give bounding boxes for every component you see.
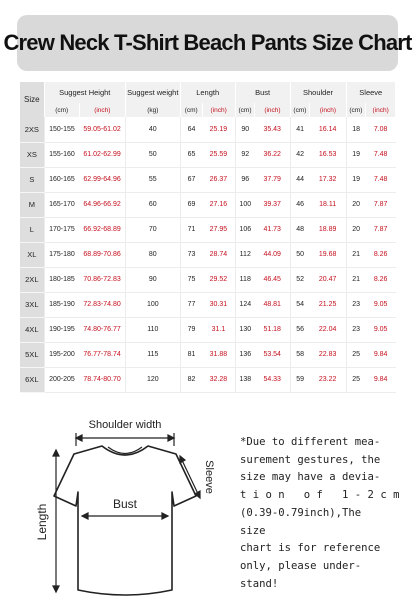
bust-cm-cell: 106 (235, 217, 255, 242)
unit-shoulder-cm: (cm) (290, 103, 310, 117)
bust-inch-cell: 54.33 (255, 367, 290, 392)
size-cell: 2XL (20, 267, 44, 292)
length-cm-cell: 71 (180, 217, 202, 242)
size-cell: 4XL (20, 317, 44, 342)
length-inch-cell: 29.52 (202, 267, 235, 292)
sleeve-inch-cell: 7.87 (366, 192, 396, 217)
sleeve-inch-cell: 9.05 (366, 317, 396, 342)
length-inch-cell: 27.16 (202, 192, 235, 217)
table-row (20, 317, 396, 342)
bust-inch-cell: 41.73 (255, 217, 290, 242)
weight-cell: 40 (125, 117, 180, 142)
length-inch-cell: 25.19 (202, 117, 235, 142)
shoulder-inch-cell: 18.11 (310, 192, 346, 217)
height-inch-cell: 61.02-62.99 (79, 142, 125, 167)
length-cm-cell: 75 (180, 267, 202, 292)
shoulder-inch-cell: 21.25 (310, 292, 346, 317)
height-cm-cell: 155-160 (44, 142, 79, 167)
table-body (20, 117, 396, 392)
height-cm-cell: 185-190 (44, 292, 79, 317)
tshirt-diagram (36, 414, 226, 600)
length-cm-cell: 69 (180, 192, 202, 217)
shoulder-cm-cell: 42 (290, 142, 310, 167)
shoulder-width-arrow (76, 433, 174, 446)
sleeve-cm-cell: 23 (346, 317, 366, 342)
sleeve-inch-cell: 7.87 (366, 217, 396, 242)
bust-inch-cell: 53.54 (255, 342, 290, 367)
shoulder-width-label: Shoulder width (88, 419, 162, 431)
length-cm-cell: 64 (180, 117, 202, 142)
weight-cell: 60 (125, 192, 180, 217)
size-cell: XS (20, 142, 44, 167)
shoulder-inch-cell: 18.89 (310, 217, 346, 242)
shoulder-inch-cell: 23.22 (310, 367, 346, 392)
header-size: Size (20, 82, 44, 117)
length-cm-cell: 81 (180, 342, 202, 367)
length-inch-cell: 31.1 (202, 317, 235, 342)
bust-cm-cell: 118 (235, 267, 255, 292)
table-row (20, 142, 396, 167)
shoulder-cm-cell: 44 (290, 167, 310, 192)
shoulder-cm-cell: 59 (290, 367, 310, 392)
length-inch-cell: 25.59 (202, 142, 235, 167)
weight-cell: 110 (125, 317, 180, 342)
height-inch-cell: 62.99-64.96 (79, 167, 125, 192)
weight-cell: 90 (125, 267, 180, 292)
shoulder-cm-cell: 46 (290, 192, 310, 217)
sleeve-inch-cell: 7.48 (366, 167, 396, 192)
header-shoulder: Shoulder (290, 82, 346, 103)
sleeve-inch-cell: 9.05 (366, 292, 396, 317)
weight-cell: 100 (125, 292, 180, 317)
table-row (20, 242, 396, 267)
table-row (20, 167, 396, 192)
height-inch-cell: 76.77-78.74 (79, 342, 125, 367)
sleeve-inch-cell: 7.08 (366, 117, 396, 142)
length-cm-cell: 65 (180, 142, 202, 167)
shoulder-inch-cell: 19.68 (310, 242, 346, 267)
note-line: t i o n o f 1 - 2 c m (240, 489, 400, 502)
bust-cm-cell: 90 (235, 117, 255, 142)
table-unit-row (20, 103, 396, 117)
length-cm-cell: 77 (180, 292, 202, 317)
unit-length-cm: (cm) (180, 103, 202, 117)
bust-inch-cell: 36.22 (255, 142, 290, 167)
sleeve-inch-cell: 9.84 (366, 367, 396, 392)
bust-cm-cell: 96 (235, 167, 255, 192)
table-header-row (20, 82, 396, 103)
sleeve-cm-cell: 25 (346, 342, 366, 367)
sleeve-label: Sleeve (203, 460, 215, 494)
unit-weight-kg: (kg) (125, 103, 180, 117)
length-inch-cell: 32.28 (202, 367, 235, 392)
sleeve-cm-cell: 18 (346, 117, 366, 142)
height-inch-cell: 59.05-61.02 (79, 117, 125, 142)
note-line: *Due to different mea- (240, 436, 381, 448)
title-banner (3, 15, 412, 71)
sleeve-inch-cell: 8.26 (366, 267, 396, 292)
shoulder-inch-cell: 22.04 (310, 317, 346, 342)
weight-cell: 120 (125, 367, 180, 392)
shoulder-cm-cell: 54 (290, 292, 310, 317)
length-arrow (53, 450, 59, 592)
length-cm-cell: 82 (180, 367, 202, 392)
bust-cm-cell: 138 (235, 367, 255, 392)
bust-label: Bust (112, 497, 138, 511)
sleeve-cm-cell: 20 (346, 217, 366, 242)
unit-bust-inch: (inch) (255, 103, 290, 117)
page-title: Crew Neck T-Shirt Beach Pants Size Chart (3, 30, 412, 55)
shoulder-cm-cell: 41 (290, 117, 310, 142)
sleeve-cm-cell: 25 (346, 367, 366, 392)
length-cm-cell: 73 (180, 242, 202, 267)
height-inch-cell: 64.96-66.92 (79, 192, 125, 217)
height-inch-cell: 68.89-70.86 (79, 242, 125, 267)
unit-height-cm: (cm) (44, 103, 79, 117)
table-row (20, 117, 396, 142)
size-cell: 3XL (20, 292, 44, 317)
weight-cell: 55 (125, 167, 180, 192)
size-cell: XL (20, 242, 44, 267)
size-cell: M (20, 192, 44, 217)
size-table (20, 82, 396, 393)
weight-cell: 80 (125, 242, 180, 267)
bust-inch-cell: 37.79 (255, 167, 290, 192)
height-inch-cell: 66.92-68.89 (79, 217, 125, 242)
bust-cm-cell: 112 (235, 242, 255, 267)
height-cm-cell: 165-170 (44, 192, 79, 217)
header-height: Suggest Height (44, 82, 125, 103)
shoulder-cm-cell: 50 (290, 242, 310, 267)
height-cm-cell: 180-185 (44, 267, 79, 292)
sleeve-inch-cell: 9.84 (366, 342, 396, 367)
sleeve-cm-cell: 21 (346, 267, 366, 292)
height-cm-cell: 175-180 (44, 242, 79, 267)
table-row (20, 292, 396, 317)
header-weight: Suggest weight (125, 82, 180, 103)
length-inch-cell: 31.88 (202, 342, 235, 367)
bust-inch-cell: 35.43 (255, 117, 290, 142)
sleeve-cm-cell: 23 (346, 292, 366, 317)
height-inch-cell: 70.86-72.83 (79, 267, 125, 292)
shoulder-cm-cell: 48 (290, 217, 310, 242)
note-line: surement gestures, the (240, 453, 381, 466)
shoulder-inch-cell: 16.14 (310, 117, 346, 142)
bust-inch-cell: 44.09 (255, 242, 290, 267)
shoulder-inch-cell: 22.83 (310, 342, 346, 367)
size-cell: S (20, 167, 44, 192)
bust-cm-cell: 124 (235, 292, 255, 317)
note-line: only, please under- (240, 559, 362, 572)
unit-height-inch: (inch) (79, 103, 125, 117)
length-cm-cell: 79 (180, 317, 202, 342)
bust-cm-cell: 100 (235, 192, 255, 217)
shoulder-cm-cell: 58 (290, 342, 310, 367)
size-cell: 5XL (20, 342, 44, 367)
length-inch-cell: 28.74 (202, 242, 235, 267)
length-label: Length (36, 503, 49, 541)
shoulder-cm-cell: 52 (290, 267, 310, 292)
size-cell: 6XL (20, 367, 44, 392)
size-cell: 2XS (20, 117, 44, 142)
height-inch-cell: 74.80-76.77 (79, 317, 125, 342)
bust-inch-cell: 46.45 (255, 267, 290, 292)
bust-inch-cell: 48.81 (255, 292, 290, 317)
note-line: stand! (240, 577, 279, 590)
unit-bust-cm: (cm) (235, 103, 255, 117)
unit-length-inch: (inch) (202, 103, 235, 117)
tshirt-outline (54, 446, 196, 595)
bust-inch-cell: 51.18 (255, 317, 290, 342)
header-sleeve: Sleeve (346, 82, 396, 103)
length-inch-cell: 30.31 (202, 292, 235, 317)
size-cell: L (20, 217, 44, 242)
bust-cm-cell: 92 (235, 142, 255, 167)
sleeve-cm-cell: 19 (346, 167, 366, 192)
header-bust: Bust (235, 82, 290, 103)
weight-cell: 50 (125, 142, 180, 167)
sleeve-inch-cell: 8.26 (366, 242, 396, 267)
bust-cm-cell: 130 (235, 317, 255, 342)
height-inch-cell: 72.83-74.80 (79, 292, 125, 317)
header-length: Length (180, 82, 235, 103)
bust-cm-cell: 136 (235, 342, 255, 367)
weight-cell: 70 (125, 217, 180, 242)
table-row (20, 267, 396, 292)
note-line: chart is for reference (240, 542, 381, 555)
weight-cell: 115 (125, 342, 180, 367)
height-cm-cell: 200-205 (44, 367, 79, 392)
note-line: size may have a devia- (240, 471, 381, 484)
length-inch-cell: 27.95 (202, 217, 235, 242)
height-cm-cell: 160-165 (44, 167, 79, 192)
shoulder-inch-cell: 16.53 (310, 142, 346, 167)
height-cm-cell: 170-175 (44, 217, 79, 242)
table-row (20, 342, 396, 367)
height-cm-cell: 150-155 (44, 117, 79, 142)
sleeve-cm-cell: 19 (346, 142, 366, 167)
length-inch-cell: 26.37 (202, 167, 235, 192)
unit-shoulder-inch: (inch) (310, 103, 346, 117)
length-cm-cell: 67 (180, 167, 202, 192)
unit-sleeve-inch: (inch) (366, 103, 396, 117)
shoulder-inch-cell: 17.32 (310, 167, 346, 192)
height-cm-cell: 195-200 (44, 342, 79, 367)
table-row (20, 367, 396, 392)
measurement-note (240, 434, 400, 593)
sleeve-inch-cell: 7.48 (366, 142, 396, 167)
height-cm-cell: 190-195 (44, 317, 79, 342)
unit-sleeve-cm: (cm) (346, 103, 366, 117)
shoulder-cm-cell: 56 (290, 317, 310, 342)
note-line: (0.39-0.79inch),The size (240, 506, 362, 537)
tshirt-diagram-svg (36, 414, 226, 600)
sleeve-cm-cell: 21 (346, 242, 366, 267)
table-row (20, 192, 396, 217)
sleeve-cm-cell: 20 (346, 192, 366, 217)
bust-inch-cell: 39.37 (255, 192, 290, 217)
shoulder-inch-cell: 20.47 (310, 267, 346, 292)
table-row (20, 217, 396, 242)
height-inch-cell: 78.74-80.70 (79, 367, 125, 392)
